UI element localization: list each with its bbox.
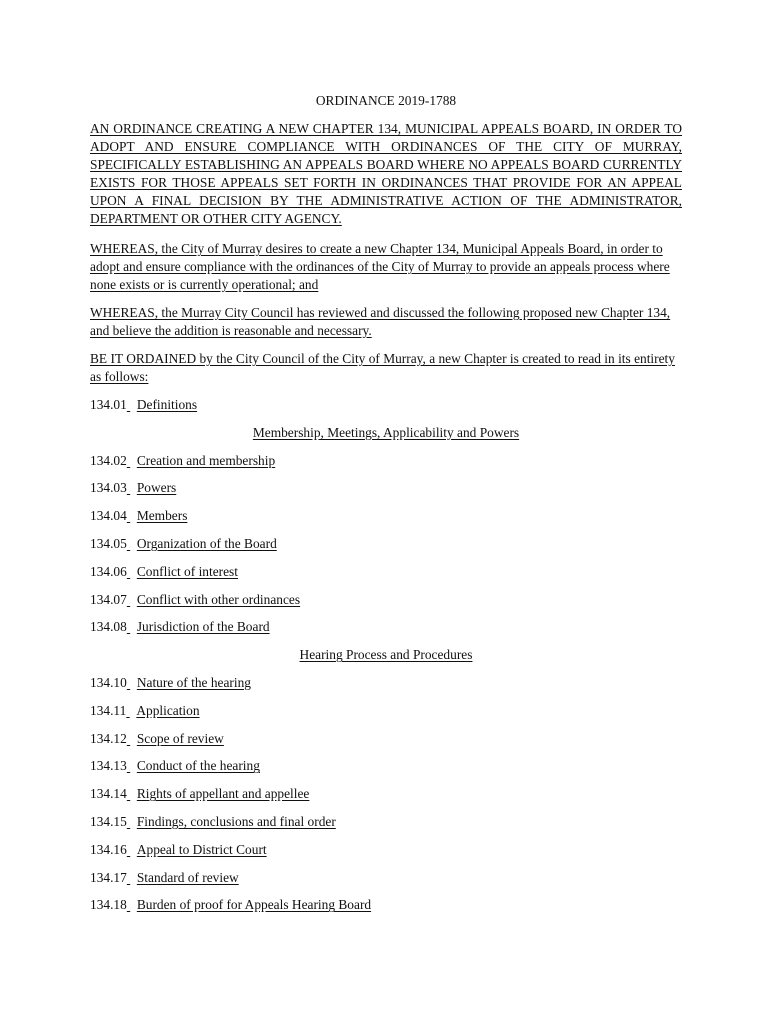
section-list-item (90, 813, 682, 831)
section-title: Findings, conclusions and final order (136, 813, 336, 829)
section-number: 134.02 (90, 452, 127, 468)
section-list-item (90, 535, 682, 553)
section-group-heading-label: Membership, Meetings, Applicability and Powers (252, 424, 520, 440)
section-title: Members (136, 508, 188, 524)
section-title: Standard of review (136, 869, 239, 885)
section-title: Conflict of interest (136, 563, 238, 579)
section-number: 134.11 (90, 702, 127, 718)
section-list (90, 396, 682, 914)
section-group-heading-label: Hearing Process and Procedures (299, 647, 473, 663)
section-number: 134.13 (90, 758, 127, 774)
section-list-item (90, 479, 682, 497)
section-title: Burden of proof for Appeals Hearing Board (136, 897, 372, 913)
section-number: 134.12 (90, 730, 127, 746)
section-title: Conflict with other ordinances (136, 591, 301, 607)
section-list-item (90, 507, 682, 525)
section-list-item (90, 452, 682, 470)
section-number: 134.14 (90, 786, 127, 802)
document-page (90, 92, 682, 924)
section-number: 134.08 (90, 619, 127, 635)
section-title: Creation and membership (136, 452, 276, 468)
section-title: Jurisdiction of the Board (136, 619, 270, 635)
ordinance-preamble: AN ORDINANCE CREATING A NEW CHAPTER 134, MUNICIPAL APPEALS BOARD, IN ORDER TO ADOPT AND ENSURE COMPLIANCE WITH ORDINANCES OF THE CITY OF MURRAY, SPECIFICALLY ESTABLISHING AN APPEALS BOARD WHERE NO APPEALS BOARD CURRENTLY EXISTS FOR THOSE APPEALS SET FORTH IN ORDINANCES THAT PROVIDE FOR AN APPEAL UPON A FINAL DECISION BY THE ADMINISTRATIVE ACTION OF THE ADMINISTRATOR, DEPARTMENT OR OTHER CITY AGENCY. (90, 121, 682, 226)
whereas-paragraph-1: WHEREAS, the City of Murray desires to create a new Chapter 134, Municipal Appeals Board, in order to adopt and ensure compliance with the ordinances of the City of Murray to provide an appeals process where none exists or is currently operational; and (90, 241, 670, 292)
section-number: 134.03 (90, 480, 127, 496)
section-title: Nature of the hearing (136, 674, 251, 690)
section-list-item (90, 730, 682, 748)
section-list-item (90, 591, 682, 609)
section-list-item (90, 396, 682, 414)
section-number: 134.16 (90, 841, 127, 857)
section-title: Powers (136, 480, 177, 496)
section-list-item (90, 674, 682, 692)
ordained-paragraph: BE IT ORDAINED by the City Council of the City of Murray, a new Chapter is created to read in its entirety as follows: (90, 351, 675, 384)
section-number: 134.06 (90, 563, 127, 579)
section-title: Rights of appellant and appellee (136, 786, 310, 802)
section-number: 134.01 (90, 397, 127, 412)
section-number: 134.17 (90, 869, 127, 885)
section-list-item (90, 702, 682, 720)
section-title: Organization of the Board (136, 535, 277, 551)
section-list-item (90, 896, 682, 914)
section-number: 134.18 (90, 897, 127, 913)
section-title: Appeal to District Court (136, 841, 267, 857)
ordinance-title: ORDINANCE 2019-1788 (315, 93, 457, 108)
section-title: Application (136, 702, 200, 718)
section-group-heading (90, 646, 682, 664)
section-number: 134.05 (90, 535, 127, 551)
section-list-item (90, 785, 682, 803)
section-list-item (90, 869, 682, 887)
section-list-item (90, 757, 682, 775)
section-group-heading (90, 424, 682, 442)
section-title: Conduct of the hearing (136, 758, 260, 774)
section-number: 134.07 (90, 591, 127, 607)
section-number: 134.15 (90, 813, 127, 829)
section-number: 134.04 (90, 508, 127, 524)
section-list-item (90, 841, 682, 859)
whereas-paragraph-2: WHEREAS, the Murray City Council has reviewed and discussed the following proposed new Chapter 134, and believe the addition is reasonable and necessary. (90, 305, 671, 338)
section-title: Definitions (136, 397, 198, 412)
section-number: 134.10 (90, 674, 127, 690)
section-list-item (90, 563, 682, 581)
section-list-item (90, 618, 682, 636)
section-title: Scope of review (136, 730, 224, 746)
